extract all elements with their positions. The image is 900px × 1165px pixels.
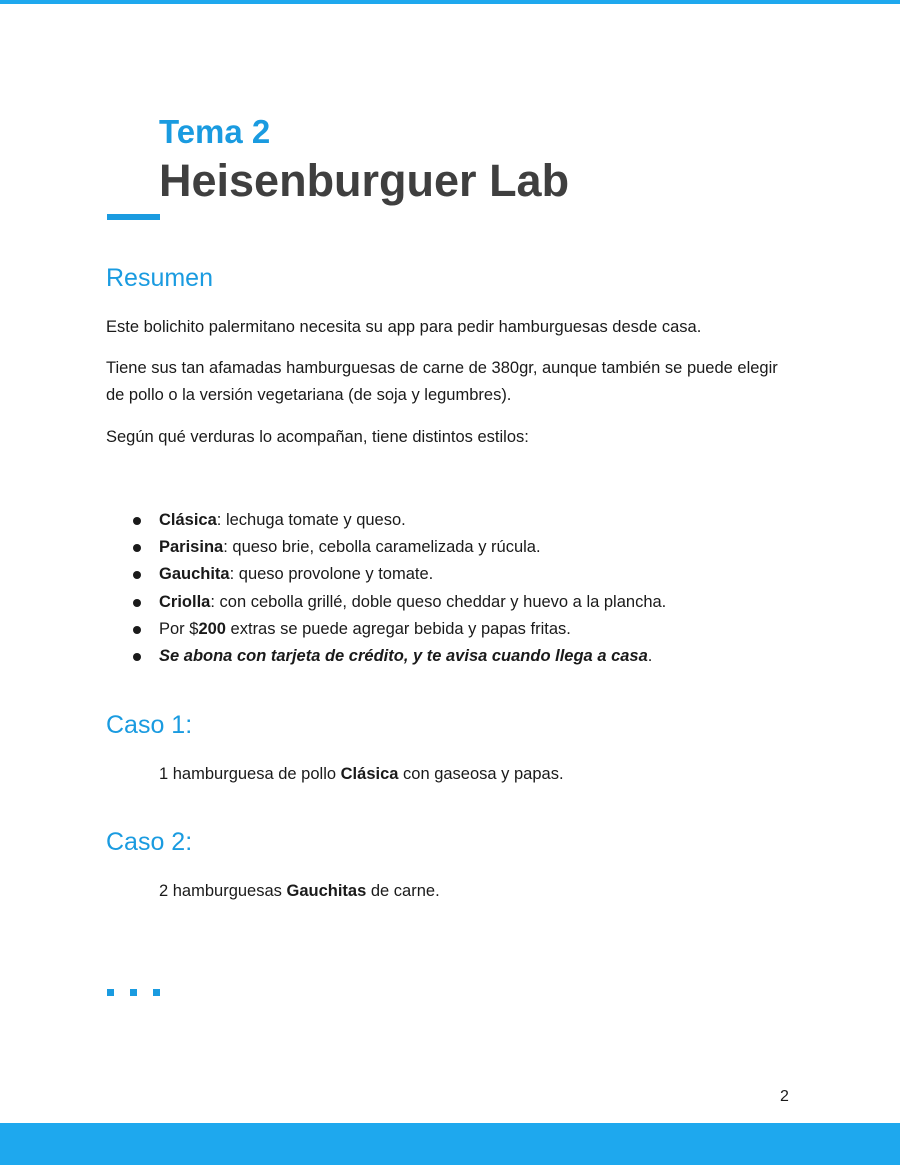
- list-item-payment: [106, 643, 666, 670]
- ellipsis-dot: [130, 989, 137, 996]
- caso-1-after: con gaseosa y papas.: [398, 765, 564, 783]
- style-description: : queso brie, cebolla caramelizada y rúcula.: [223, 538, 541, 557]
- top-accent-bar: [0, 0, 900, 4]
- list-item-extras: [106, 616, 666, 643]
- caso-2-text: [159, 878, 440, 905]
- payment-note: Se abona con tarjeta de crédito, y te avisa cuando llega a casa: [159, 646, 648, 665]
- style-name: Clásica: [159, 511, 217, 529]
- style-name: Gauchita: [159, 565, 230, 584]
- style-description: : queso provolone y tomate.: [229, 565, 434, 584]
- extras-prefix: Por $: [159, 619, 199, 638]
- extras-suffix: extras se puede agregar bebida y papas fritas.: [225, 619, 571, 638]
- caso-1-text: [159, 761, 564, 788]
- list-item: [106, 534, 666, 561]
- list-item: [106, 589, 666, 616]
- caso-1-before: 1 hamburguesa de pollo: [159, 765, 341, 783]
- caso-1-heading: Caso 1:: [106, 711, 193, 739]
- style-name: Criolla: [159, 592, 211, 611]
- caso-2-after: de carne.: [366, 882, 440, 900]
- resumen-paragraph-3: Según qué verduras lo acompañan, tiene distintos estilos:: [106, 428, 529, 446]
- resumen-paragraph-1: Este bolichito palermitano necesita su app para pedir hamburguesas desde casa.: [106, 318, 702, 336]
- bullet-icon: [133, 544, 141, 552]
- resumen-paragraph-2: Tiene sus tan afamadas hamburguesas de carne de 380gr, aunque también se puede elegir de pollo o la versión vegetariana (de soja y legumbres).: [106, 359, 778, 404]
- caso-2-heading: Caso 2:: [106, 828, 193, 856]
- style-description: : con cebolla grillé, doble queso cheddar y huevo a la plancha.: [210, 592, 667, 611]
- bullet-icon: [133, 653, 141, 661]
- title-underline: [107, 214, 160, 220]
- style-description: : lechuga tomate y queso.: [216, 511, 406, 529]
- styles-list: [106, 507, 666, 670]
- payment-end: .: [647, 646, 653, 665]
- style-name: Parisina: [159, 538, 224, 557]
- bullet-icon: [133, 517, 141, 525]
- list-item: [106, 507, 666, 534]
- list-item: [106, 561, 666, 588]
- ellipsis-dot: [153, 989, 160, 996]
- page-title: Heisenburguer Lab: [159, 155, 570, 206]
- extras-amount: 200: [198, 619, 226, 638]
- page-number: 2: [780, 1088, 789, 1105]
- caso-1-bold: Clásica: [340, 765, 399, 783]
- bottom-accent-bar: [0, 1123, 900, 1165]
- bullet-icon: [133, 599, 141, 607]
- topic-label: Tema 2: [159, 113, 271, 150]
- ellipsis-dot: [107, 989, 114, 996]
- caso-2-before: 2 hamburguesas: [159, 882, 287, 900]
- ellipsis-icon: [107, 989, 160, 996]
- resumen-heading: Resumen: [106, 264, 213, 292]
- bullet-icon: [133, 626, 141, 634]
- caso-2-bold: Gauchitas: [286, 882, 367, 900]
- bullet-icon: [133, 571, 141, 579]
